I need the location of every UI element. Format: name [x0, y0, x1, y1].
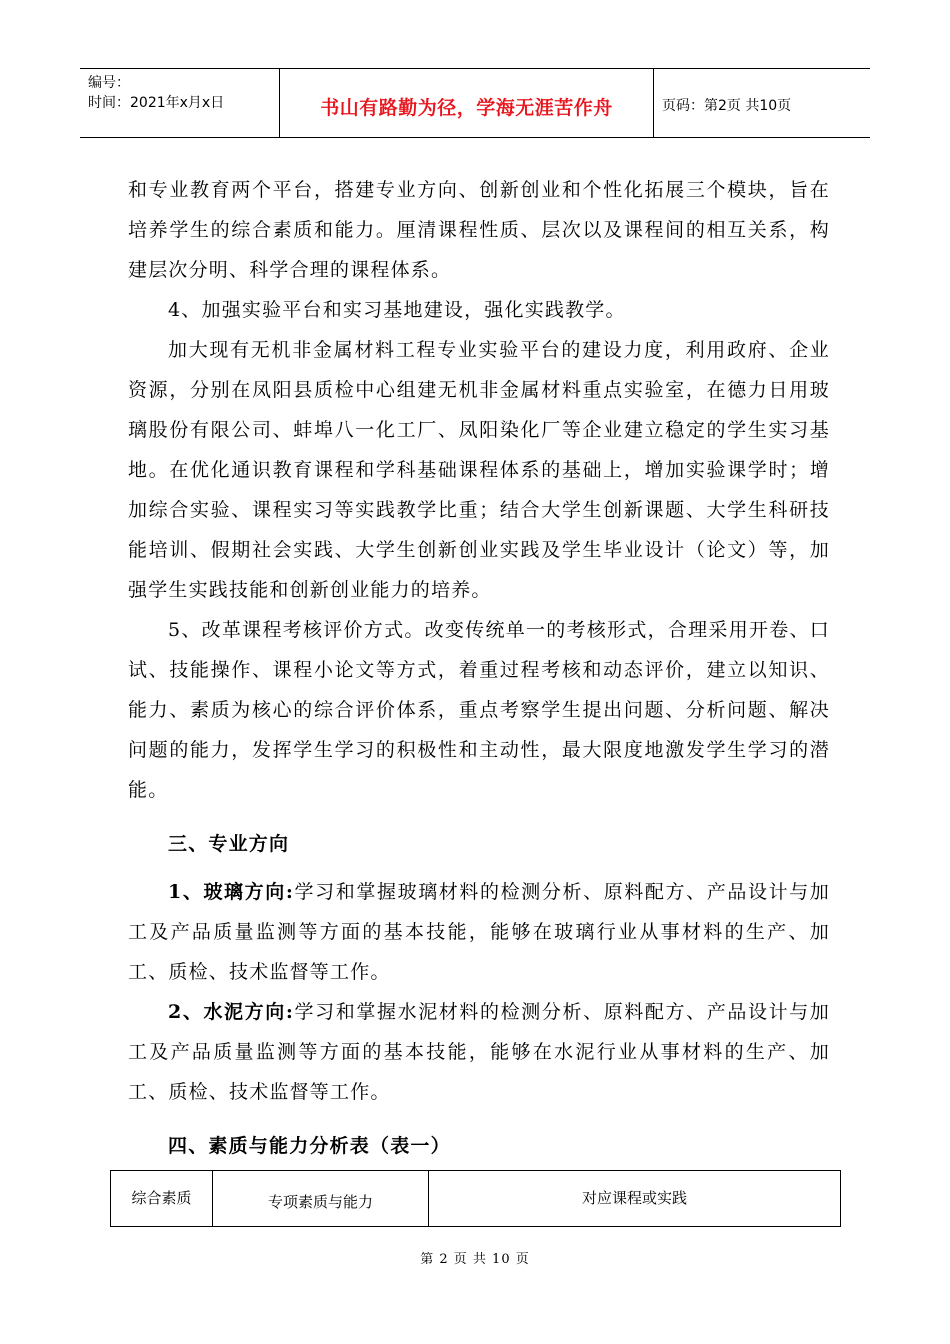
header-meta-cell [80, 69, 280, 137]
header-page-info: 页码：第2页 共10页 [662, 98, 792, 114]
header-motto: 书山有路勤为径，学海无涯苦作舟 [280, 69, 654, 137]
cement-direction-text: 学习和掌握水泥材料的检测分析、原料配方、产品设计与加工及产品质量监测等方面的基本技能，能够在水泥行业从事材料的生产、加工、质检、技术监督等工作。 [128, 1001, 831, 1103]
paragraph-glass-direction [128, 872, 830, 992]
page-footer: 第 2 页 共 10 页 [420, 1252, 530, 1267]
glass-direction-label: 1、玻璃方向: [168, 881, 295, 903]
paragraph-item-4: 4、加强实验平台和实习基地建设，强化实践教学。 [168, 299, 626, 321]
section-heading-3: 三、专业方向 [168, 833, 290, 855]
paragraph-lab-platform: 加大现有无机非金属材料工程专业实验平台的建设力度，利用政府、企业资源，分别在凤阳县质检中心组建无机非金属材料重点实验室，在德力日用玻璃股份有限公司、蚌埠八一化工厂、凤阳染化厂等企业建立稳定的学生实习基地。在优化通识教育课程和学科基础课程体系的基础上，增加实验课学时；增加综合实验、课程实习等实践教学比重；结合大学生创新课题、大学生科研技能培训、假期社会实践、大学生创新创业实践及学生毕业设计（论文）等，加强学生实践技能和创新创业能力的培养。 [128, 339, 830, 601]
doc-time: 时间：2021年x月x日 [88, 95, 225, 111]
section-heading-4: 四、素质与能力分析表（表一） [168, 1135, 451, 1157]
glass-direction-text: 学习和掌握玻璃材料的检测分析、原料配方、产品设计与加工及产品质量监测等方面的基本技能，能够在玻璃行业从事材料的生产、加工、质检、技术监督等工作。 [128, 881, 831, 983]
paragraph-cement-direction [128, 992, 830, 1112]
cement-direction-label: 2、水泥方向: [168, 1001, 295, 1023]
table-header-courses: 对应课程或实践 [581, 1189, 687, 1207]
paragraph-platforms: 和专业教育两个平台，搭建专业方向、创新创业和个性化拓展三个模块，旨在培养学生的综合素质和能力。厘清课程性质、层次以及课程间的相互关系，构建层次分明、科学合理的课程体系。 [128, 179, 830, 281]
page-header [80, 68, 870, 138]
table-header-overall-quality: 综合素质 [111, 1171, 213, 1226]
doc-number: 编号： [88, 75, 130, 91]
paragraph-item-5: 5、改革课程考核评价方式。改变传统单一的考核形式，合理采用开卷、口试、技能操作、课程小论文等方式，着重过程考核和动态评价，建立以知识、能力、素质为核心的综合评价体系，重点考察学生提出问题、分析问题、解决问题的能力，发挥学生学习的积极性和主动性，最大限度地激发学生学习的潜能。 [128, 619, 830, 801]
ability-analysis-table [110, 1170, 841, 1227]
table-header-special-ability: 专项素质与能力 [213, 1171, 429, 1226]
document-body [128, 170, 830, 1174]
